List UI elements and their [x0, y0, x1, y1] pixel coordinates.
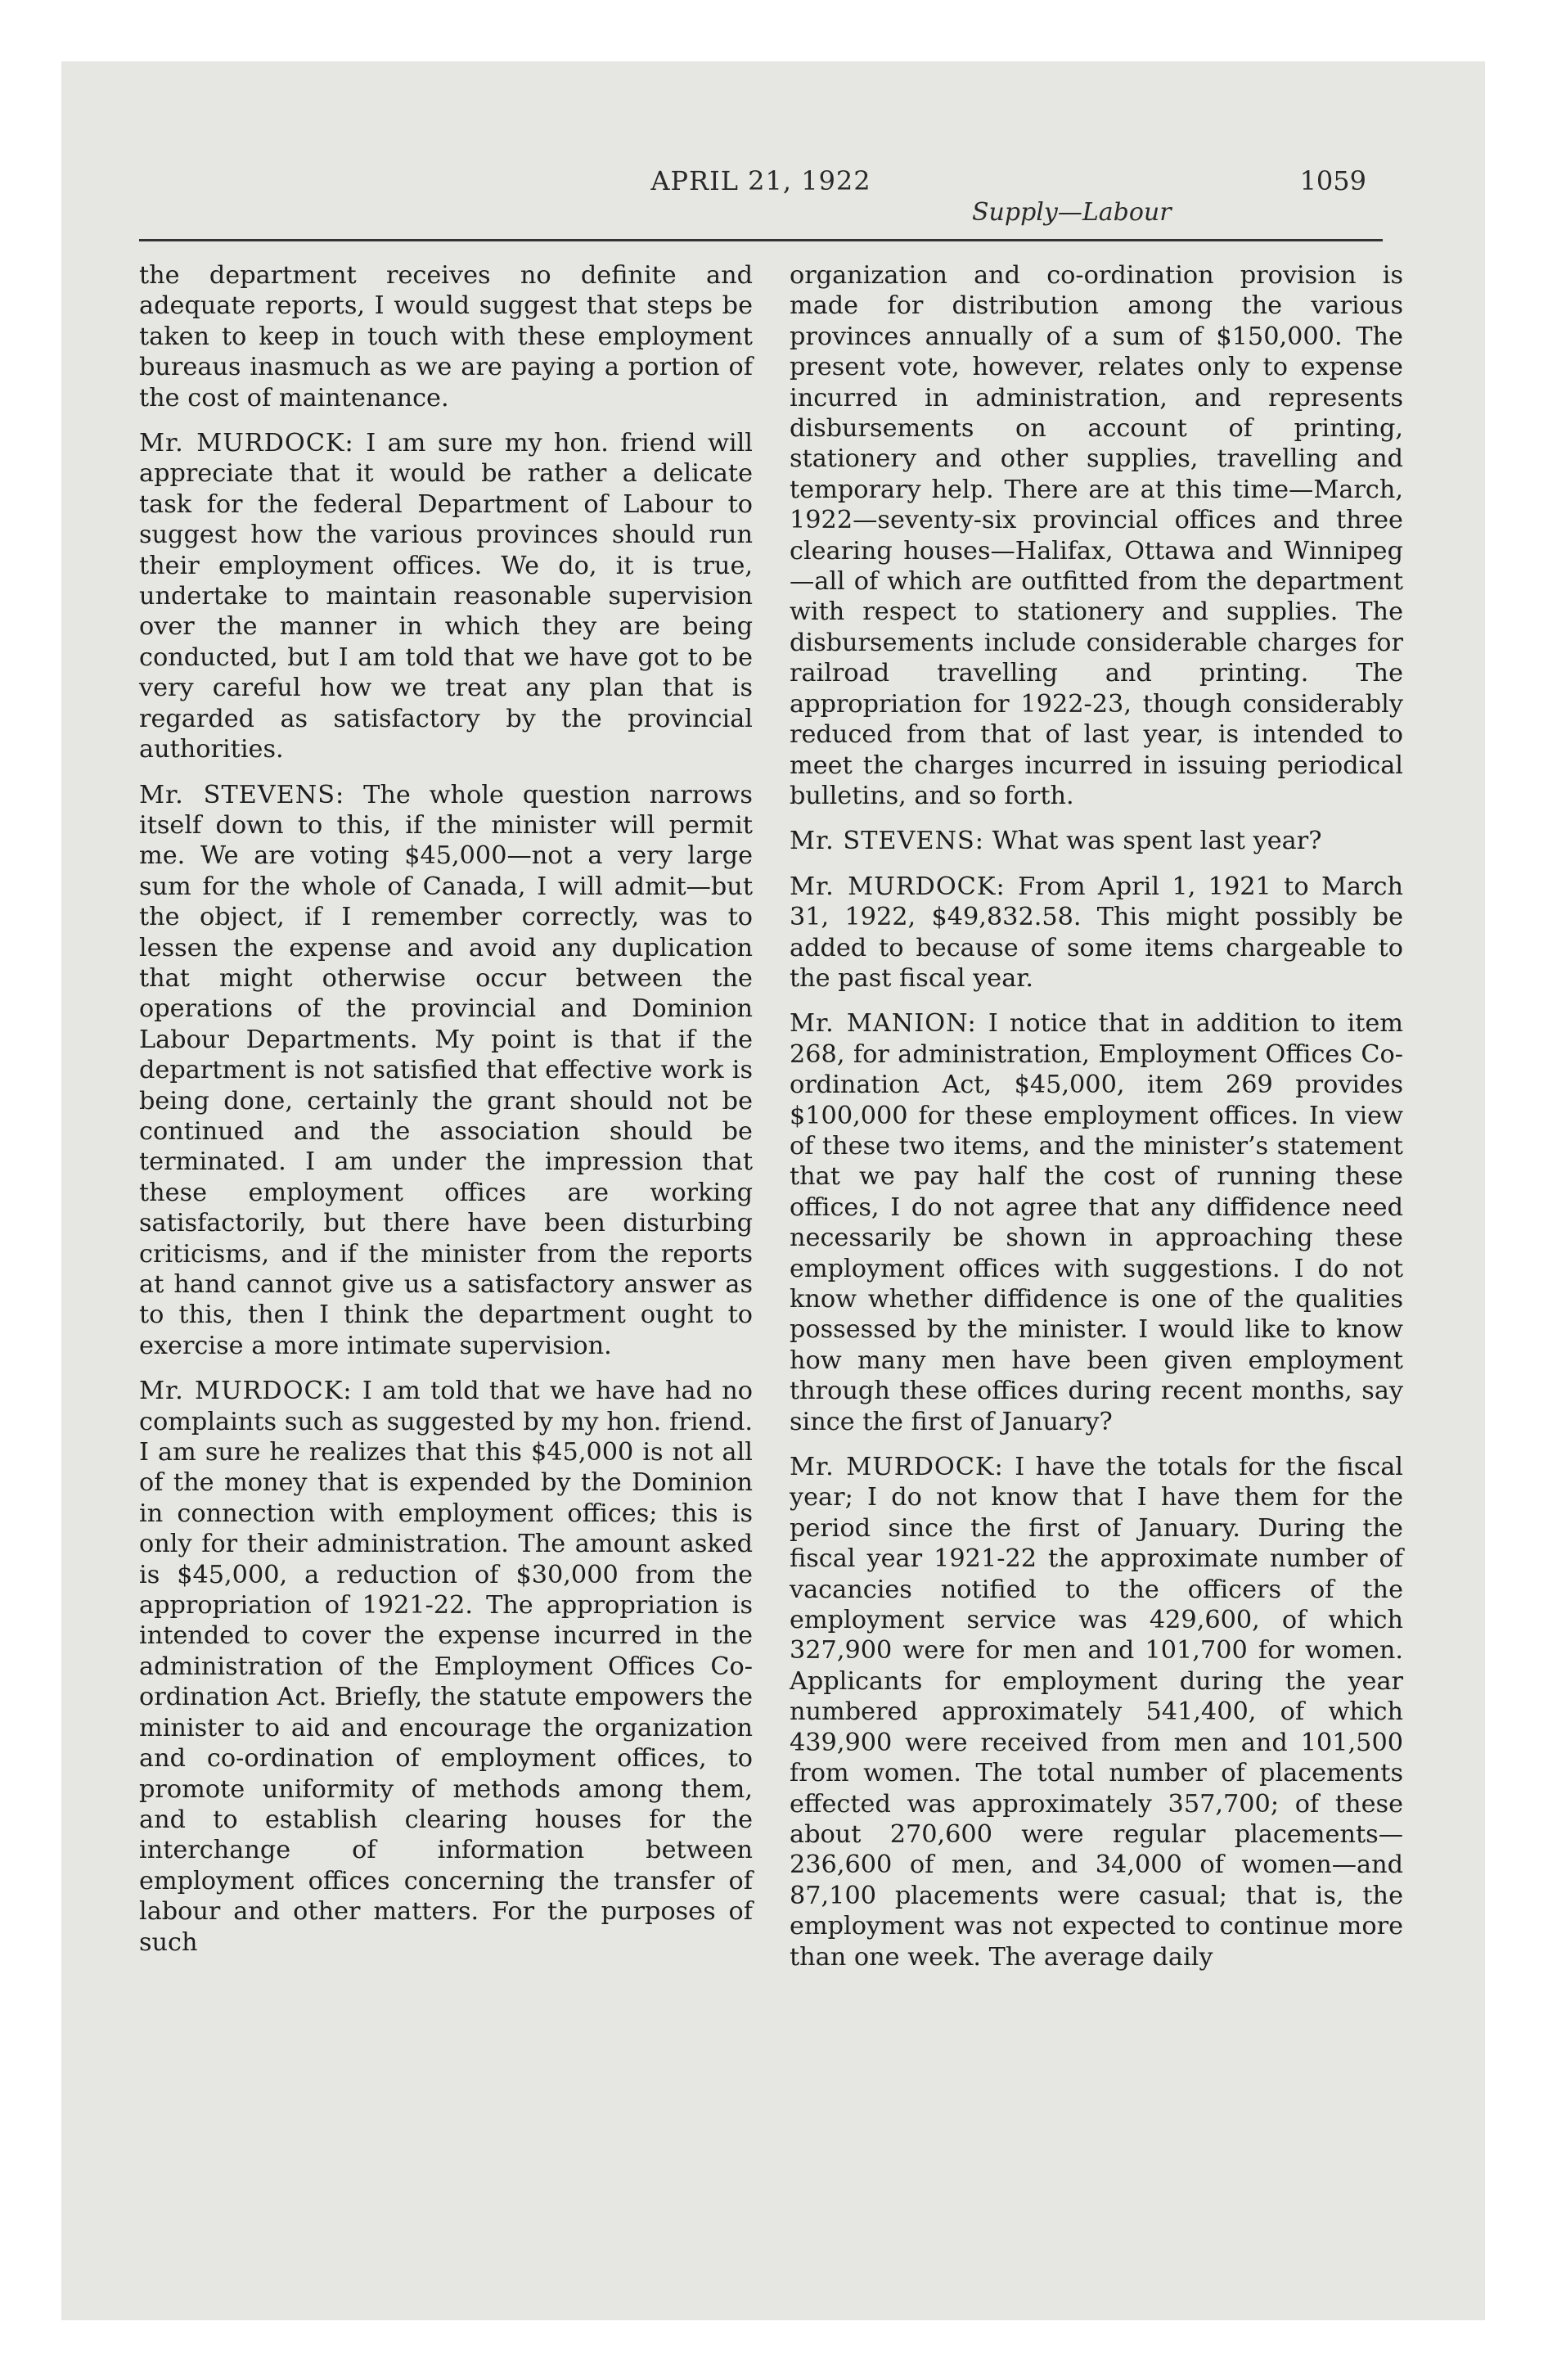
paragraph-text: the department receives no definite and adequate reports, I would suggest that steps be taken to keep in touch with these employment bureaus inasmuch as we are paying a portion of the cost of maintenance.: [139, 261, 753, 412]
speaker-name: Mr. MURDOCK:: [790, 872, 1006, 901]
paragraph: [790, 826, 1403, 856]
paragraph-text: I am told that we have had no complaints such as suggested by my hon. friend. I am sure he realizes that this $45,000 is not all of the money that is expended by the Dominion in connection with employment offices; this is only for their administration. The amount asked is $45,000, a reduction of $30,000 from the appropriation of 1921-22. The appropriation is intended to cover the expense incurred in the administration of the Employment Offices Co-ordination Act. Briefly, the statute empowers the minister to aid and encourage the organization and co-ordination of employment offices, to promote uniformity of methods among them, and to establish clearing houses for the interchange of information between employment offices concerning the transfer of labour and other matters. For the purposes of such: [139, 1377, 753, 1957]
paragraph: [139, 260, 753, 413]
section-title: Supply—Labour: [972, 198, 1172, 227]
paragraph: [790, 1008, 1403, 1437]
paragraph: [790, 872, 1403, 994]
page-number: 1059: [1299, 165, 1366, 196]
paragraph-text: I have the totals for the fiscal year; I do not know that I have them for the period since the first of January. During the fiscal year 1921-22 the approximate number of vacancies notified to the officers of the employment service was 429,600, of which 327,900 were for men and 101,700 for women. Applicants for employment during the year numbered approximately 541,400, of which 439,900 were received from men and 101,500 from women. The total number of placements effected was approximately 357,700; of these about 270,600 were regular placements—236,600 of men, and 34,000 of women—and 87,100 placements were casual; that is, the employment was not expected to continue more than one week. The average daily: [790, 1453, 1403, 1972]
left-column: [139, 260, 753, 1972]
speaker-name: Mr. STEVENS:: [790, 827, 984, 856]
paragraph: [139, 1376, 753, 1958]
paragraph-text: The whole question narrows itself down to this, if the minister will permit me. We are voting $45,000—not a very large sum for the whole of Canada, I will admit—but the object, if I remember correctly, was to lessen the expense and avoid any duplication that might otherwise occur between the operations of the provincial and Dominion Labour Departments. My point is that if the department is not satisfied that effective work is being done, certainly the grant should not be continued and the association should be terminated. I am under the impression that these employment offices are working satisfactorily, but there have been disturbing criticisms, and if the minister from the reports at hand cannot give us a satisfactory answer as to this, then I think the department ought to exercise a more intimate supervision.: [139, 780, 753, 1360]
right-column: [790, 260, 1403, 1987]
paragraph-text: I notice that in addition to item 268, for administration, Employment Offices Co-ordination Act, $45,000, item 269 provides $100,000 for these employment offices. In view of these two items, and the minister’s statement that we pay half the cost of running these offices, I do not agree that any diffidence need necessarily be shown in approaching these employment offices with suggestions. I do not know whether diffidence is one of the qualities possessed by the minister. I would like to know how many men have been given employment through these offices during recent months, say since the first of January?: [790, 1009, 1403, 1436]
paragraph-text: What was spent last year?: [992, 827, 1322, 856]
page-header: [139, 156, 1383, 227]
speaker-name: Mr. MURDOCK:: [139, 1377, 353, 1406]
paragraph-text: organization and co-ordination provision is made for distribution among the various provinces annually of a sum of $150,000. The present vote, however, relates only to expense incurred in administration, and represents disbursements on account of printing, stationery and other supplies, travelling and temporary help. There are at this time—March, 1922—seventy-six provincial offices and three clearing houses—Halifax, Ottawa and Winnipeg—all of which are outfitted from the department with respect to stationery and supplies. The disbursements include considerable charges for railroad travelling and printing. The appropriation for 1922-23, though considerably reduced from that of last year, is intended to meet the charges incurred in issuing periodical bulletins, and so forth.: [790, 261, 1403, 810]
paragraph-text: I am sure my hon. friend will appreciate that it would be rather a delicate task for the federal Department of Labour to suggest how the various provinces should run their employment offices. We do, it is true, undertake to maintain reasonable supervision over the manner in which they are being conducted, but I am told that we have got to be very careful how we treat any plan that is regarded as satisfactory by the provincial authorities.: [139, 429, 753, 764]
paragraph-text: From April 1, 1921 to March 31, 1922, $49,832.58. This might possibly be added to because of some items chargeable to the past fiscal year.: [790, 872, 1403, 993]
speaker-name: Mr. MURDOCK:: [139, 429, 354, 458]
paragraph: [790, 260, 1403, 811]
paragraph: [139, 780, 753, 1362]
speaker-name: Mr. MANION:: [790, 1009, 977, 1039]
header-date: APRIL 21, 1922: [650, 165, 871, 196]
paragraph: [139, 428, 753, 764]
speaker-name: Mr. MURDOCK:: [790, 1453, 1004, 1482]
paragraph: [790, 1452, 1403, 1972]
speaker-name: Mr. STEVENS:: [139, 780, 345, 809]
header-rule: [139, 239, 1383, 241]
